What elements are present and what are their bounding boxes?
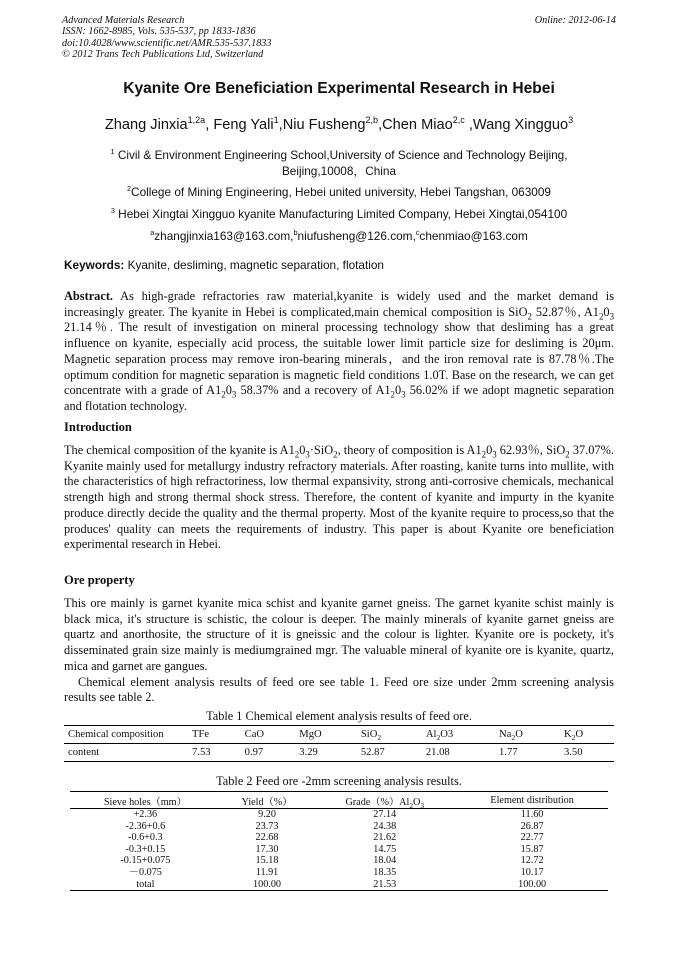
table-row bbox=[70, 832, 608, 844]
journal-name: Advanced Materials Research bbox=[62, 15, 185, 26]
table1-header-cell: $Na_2O$ bbox=[499, 729, 523, 743]
table-cell: 18.04 bbox=[373, 855, 397, 867]
table-cell: 100.00 bbox=[518, 878, 547, 890]
journal-info bbox=[62, 15, 616, 61]
table1-header-cell: $Al_2O3$ bbox=[425, 729, 454, 743]
author-name: Wang Xingguo bbox=[472, 117, 569, 133]
email-link[interactable]: chenmiao@163.com bbox=[419, 229, 528, 243]
table-cell: 15.18 bbox=[255, 855, 279, 867]
table1-header-cell: CaO bbox=[244, 729, 265, 740]
abstract: Abstract. As high-grade refractories raw material,kyanite is widely used and the market demand is increasingly greater. The kyanite in Hebei is complicated,main chemical composition is SiO$_2$ 52.87％, $A1_20_3$ 21.14％. The result of investigation on mineral processing technology show that desliming has a great influence on kyanite, especially acid process, the suitable lower limit particle size for desliming is 20μm. Magnetic separation process may remove iron-bearing minerals，and the iron removal rate is 87.78％.The optimum condition for magnetic separation is magnetic field conditions 1.0T. Base on the research, we can get concentrate with a grade of $A1_20_3$ 58.37% and a recovery of $A1_20_3$ 56.02% if we adopt magnetic separation and flotation technology. bbox=[64, 289, 615, 413]
table-cell: 22.77 bbox=[520, 832, 544, 844]
table2-caption: Table 2 Feed ore -2mm screening analysis results. bbox=[216, 774, 462, 788]
author-name: Chen Miao bbox=[382, 117, 453, 133]
table-cell: 3.29 bbox=[299, 747, 318, 758]
author-list: Zhang Jinxia$^{1,2a}$, Feng Yali$^1$,Niu Fusheng$^{2,b}$,Chen Miao$^{2,c}$ ,Wang Xingguo$^3$ bbox=[104, 115, 574, 133]
author-superscript: 1,2a bbox=[187, 115, 206, 126]
table-cell: 52.87 bbox=[360, 747, 385, 758]
table-row bbox=[70, 821, 608, 833]
table2-header-cell: Sieve holes（mm） bbox=[103, 797, 187, 808]
table1-caption: Table 1 Chemical element analysis results of feed ore. bbox=[206, 709, 472, 723]
table-row bbox=[64, 744, 614, 762]
table-cell: -0.3+0.15 bbox=[125, 843, 166, 855]
table2-header-cell: $Grade(\%)Al_2O_3$ bbox=[345, 797, 425, 811]
table-cell: 23.73 bbox=[255, 820, 279, 832]
table-cell: 11.60 bbox=[520, 809, 544, 820]
table-cell: content bbox=[68, 747, 100, 758]
table-cell: total bbox=[136, 878, 155, 890]
author-superscript: 2,b bbox=[365, 115, 379, 126]
table-cell: －0.075 bbox=[128, 866, 162, 878]
section-heading-introduction: Introduction bbox=[64, 420, 132, 434]
author-name: Feng Yali bbox=[213, 117, 274, 133]
table-cell: 22.68 bbox=[255, 832, 279, 844]
table-cell: +2.36 bbox=[133, 809, 158, 820]
online-date: Online: 2012-06-14 bbox=[534, 15, 616, 26]
table-cell: 18.35 bbox=[373, 866, 397, 878]
abstract-label: Abstract. bbox=[64, 289, 114, 303]
keywords bbox=[64, 258, 384, 272]
introduction-paragraph: The chemical composition of the kyanite is $A1_20_3\cdot SiO_2$, theory of composition is $A1_20_3$ 62.93％, SiO$_2$ 37.07%. Kyanite mainly used for metallurgy industry refractory materials. After roasting, kanite turns into mullite, with the characteristics of high refractoriness, low thermal expansivity, strong anti-corrosive chemicals, mechanical strength high and strong thermal shock stress. Therefore, the content of kyanite and impurty in the kyanite produce directly decide the quality and the thermal property. Most of the kyanite require to process,so that the produces' quality can meets the requirements of industry. This paper is about Kyanite ore beneficiation experimental research in Hebei. bbox=[64, 443, 614, 552]
copyright-line: © 2012 Trans Tech Publications Ltd, Switzerland bbox=[62, 49, 264, 61]
table-cell: 21.53 bbox=[373, 878, 397, 890]
table2-header-row bbox=[70, 792, 608, 809]
table-row bbox=[70, 809, 608, 821]
table-cell: 9.20 bbox=[258, 809, 276, 820]
author-name: Zhang Jinxia bbox=[104, 117, 188, 133]
table1-header-row bbox=[64, 726, 614, 744]
table-cell: 26.87 bbox=[520, 820, 544, 832]
table-cell: 21.08 bbox=[425, 747, 450, 758]
table-cell: 100.00 bbox=[253, 878, 282, 890]
author-superscript: 3 bbox=[568, 115, 574, 126]
table-cell: 12.72 bbox=[520, 855, 544, 867]
table1-header-cell: MgO bbox=[299, 729, 322, 740]
table-cell: 17.30 bbox=[255, 843, 279, 855]
table-cell: -0.15+0.075 bbox=[120, 855, 171, 867]
table-row bbox=[70, 844, 608, 856]
table-cell: 15.87 bbox=[520, 843, 544, 855]
table-row bbox=[70, 867, 608, 879]
table-row bbox=[70, 855, 608, 867]
keywords-label: Keywords: bbox=[64, 258, 125, 272]
table-cell: 27.14 bbox=[373, 809, 397, 820]
table-cell: 3.50 bbox=[563, 747, 583, 758]
author-emails: $^a$zhangjinxia163@163.com,$^b$niufusheng@126.com,$^c$chenmiao@163.com bbox=[150, 228, 528, 243]
table1-header-cell: $K_2O$ bbox=[563, 729, 584, 743]
table-cell: -2.36+0.6 bbox=[125, 820, 166, 832]
doi-line: doi:10.4028/www.scientific.net/AMR.535-537.1833 bbox=[62, 37, 272, 49]
table-cell: 11.91 bbox=[255, 866, 279, 878]
affiliation-3: $^3$ Hebei Xingtai Xingguo kyanite Manufacturing Limited Company, Hebei Xingtai,054100 bbox=[110, 206, 568, 221]
keywords-text: Kyanite, desliming, magnetic separation, flotation bbox=[127, 258, 384, 272]
author-superscript: 2,c bbox=[452, 115, 465, 126]
email-link[interactable]: niufusheng@126.com, bbox=[297, 229, 416, 243]
ore-property-paragraph: This ore mainly is garnet kyanite mica schist and kyanite garnet gneiss. The garnet kyanite schist mainly is black mica, it's structure is schistic, the colour is deeper. The mainly minerals of kyanite garnet gneiss are quartz and anorthosite, the structure of it is gneissic and the colour is lighter. Kyanite ore is pockety, it's disseminated grain size mainly is mediumgrained mgr. The valuable mineral of kyanite ore is kyanite, quartz, mica and garnet are gangues. Chemical element analysis results of feed ore see table 1. Feed ore size under 2mm screening analysis results see table 2. bbox=[64, 596, 614, 705]
affiliation-2: $^2$College of Mining Engineering, Hebei united university, Hebei Tangshan, 063009 bbox=[126, 184, 551, 199]
table1-header-cell: TFe bbox=[192, 729, 210, 740]
table-cell: 14.75 bbox=[373, 843, 397, 855]
running-header bbox=[62, 15, 616, 61]
table-cell: 1.77 bbox=[499, 747, 518, 758]
issn-line: ISSN: 1662-8985, Vols. 535-537, pp 1833-1836 bbox=[62, 26, 256, 38]
table-cell: 21.62 bbox=[373, 832, 397, 844]
table2 bbox=[70, 791, 608, 891]
table-cell: -0.6+0.3 bbox=[128, 832, 163, 844]
table-cell: 7.53 bbox=[192, 747, 211, 758]
affiliation-1: $^1$ Civil & Environment Engineering School,University of Science and Technology Beijing, Beijing,10008，China bbox=[110, 147, 568, 178]
author-superscript: 1 bbox=[273, 115, 279, 126]
paper-title: Kyanite Ore Beneficiation Experimental Research in Hebei bbox=[123, 80, 555, 97]
table1 bbox=[64, 725, 614, 762]
author-name: Niu Fusheng bbox=[282, 117, 366, 133]
table-cell: 0.97 bbox=[244, 747, 264, 758]
table2-header-cell: Yield（%） bbox=[241, 797, 293, 808]
table1-header-cell: Chemical composition bbox=[68, 729, 164, 740]
table-row bbox=[70, 879, 608, 891]
table2-header-cell: Element distribution bbox=[490, 795, 574, 806]
table1-header-cell: SiO$_2$ bbox=[360, 729, 382, 743]
section-heading-ore-property: Ore property bbox=[64, 573, 135, 587]
table-cell: 10.17 bbox=[520, 866, 544, 878]
table-cell: 24.38 bbox=[373, 820, 397, 832]
email-link[interactable]: zhangjinxia163@163.com, bbox=[154, 229, 294, 243]
